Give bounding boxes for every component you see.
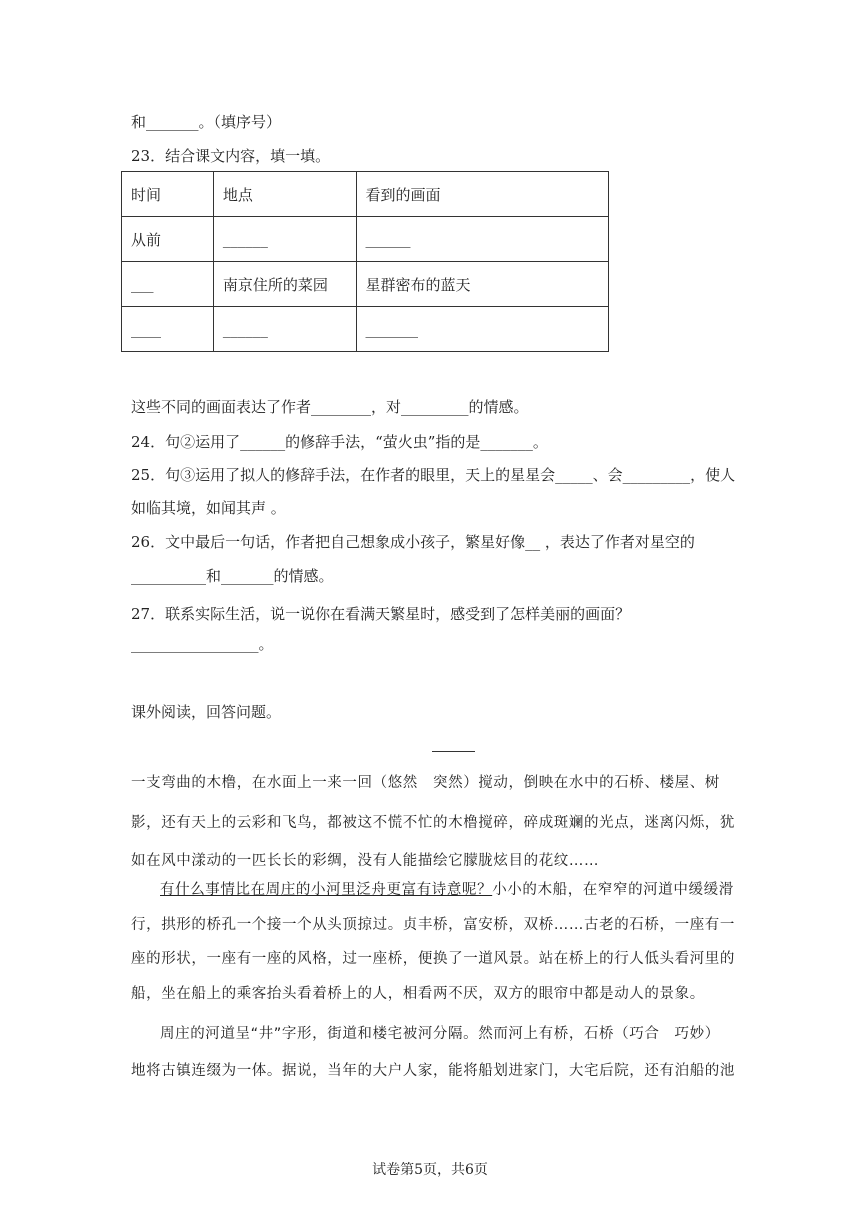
table-cell: _______ bbox=[356, 307, 608, 352]
q23-prompt: 23．结合课文内容，填一填。 bbox=[131, 147, 331, 165]
passage-line: 一支弯曲的木橹，在水面上一来一回（悠然 突然）搅动，倒映在水中的石桥、楼屋、树 bbox=[131, 775, 720, 791]
table-cell: 星群密布的蓝天 bbox=[356, 262, 608, 307]
passage-line bbox=[160, 880, 734, 900]
q26-text: 26．文中最后一句话，作者把自己想象成小孩子，繁星好像__ ，表达了作者对星空的 bbox=[131, 533, 695, 551]
table-cell: ___ bbox=[122, 262, 214, 307]
table-cell: 从前 bbox=[122, 217, 214, 262]
table-cell: 看到的画面 bbox=[356, 172, 608, 217]
passage-line: 影，还有天上的云彩和飞鸟，都被这不慌不忙的木橹搅碎，碎成斑斓的光点，迷离闪烁，犹 bbox=[131, 815, 735, 831]
table-header-row bbox=[122, 172, 609, 217]
q24-text: 24．句②运用了______的修辞手法，“萤火虫”指的是_______。 bbox=[131, 433, 548, 451]
q25-text: 25．句③运用了拟人的修辞手法，在作者的眼里，天上的星星会_____、会_________，使人 bbox=[131, 466, 736, 484]
table-summary-question: 这些不同的画面表达了作者________，对_________的情感。 bbox=[131, 398, 529, 416]
fill-in-table bbox=[121, 171, 609, 352]
q25-text-cont: 如临其境，如闻其声 。 bbox=[131, 499, 286, 517]
table-cell: ______ bbox=[213, 217, 356, 262]
passage-text: 小小的木船，在窄窄的河道中缓缓滑 bbox=[492, 882, 734, 898]
q22-tail: 和_______。（填序号） bbox=[131, 113, 282, 131]
passage-line: 船，坐在船上的乘客抬头看着桥上的人，相看两不厌，双方的眼帘中都是动人的景象。 bbox=[131, 986, 705, 1002]
q27-answer-blank: _________________。 bbox=[131, 635, 274, 653]
table-row bbox=[122, 307, 609, 352]
underlined-sentence: 有什么事情比在周庄的小河里泛舟更富有诗意呢？ bbox=[160, 882, 493, 898]
page-footer: 试卷第5页，共6页 bbox=[372, 1162, 488, 1178]
section-heading: 课外阅读，回答问题。 bbox=[131, 703, 282, 721]
table-cell: ______ bbox=[356, 217, 608, 262]
passage-title-blank bbox=[432, 750, 475, 752]
table-cell: ____ bbox=[122, 307, 214, 352]
passage-line: 周庄的河道呈“井”字形，街道和楼宅被河分隔。然而河上有桥，石桥（巧合 巧妙） bbox=[160, 1026, 720, 1042]
q27-text: 27．联系实际生活，说一说你在看满天繁星时，感受到了怎样美丽的画面？ bbox=[131, 605, 631, 623]
table-row bbox=[122, 262, 609, 307]
q26-text-cont: __________和_______的情感。 bbox=[131, 567, 334, 585]
passage-line: 地将古镇连缀为一体。据说，当年的大户人家，能将船划进家门，大宅后院，还有泊船的池 bbox=[131, 1063, 735, 1079]
table-cell: 时间 bbox=[122, 172, 214, 217]
table-row bbox=[122, 217, 609, 262]
passage-line: 行，拱形的桥孔一个接一个从头顶掠过。贞丰桥，富安桥，双桥……古老的石桥，一座有一 bbox=[131, 917, 735, 933]
table-cell: 南京住所的菜园 bbox=[213, 262, 356, 307]
table-cell: 地点 bbox=[213, 172, 356, 217]
table-cell: ______ bbox=[213, 307, 356, 352]
passage-line: 座的形状，一座有一座的风格，过一座桥，便换了一道风景。站在桥上的行人低头看河里的 bbox=[131, 951, 735, 967]
passage-line: 如在风中漾动的一匹长长的彩绸，没有人能描绘它朦胧炫目的花纹…… bbox=[131, 853, 600, 869]
